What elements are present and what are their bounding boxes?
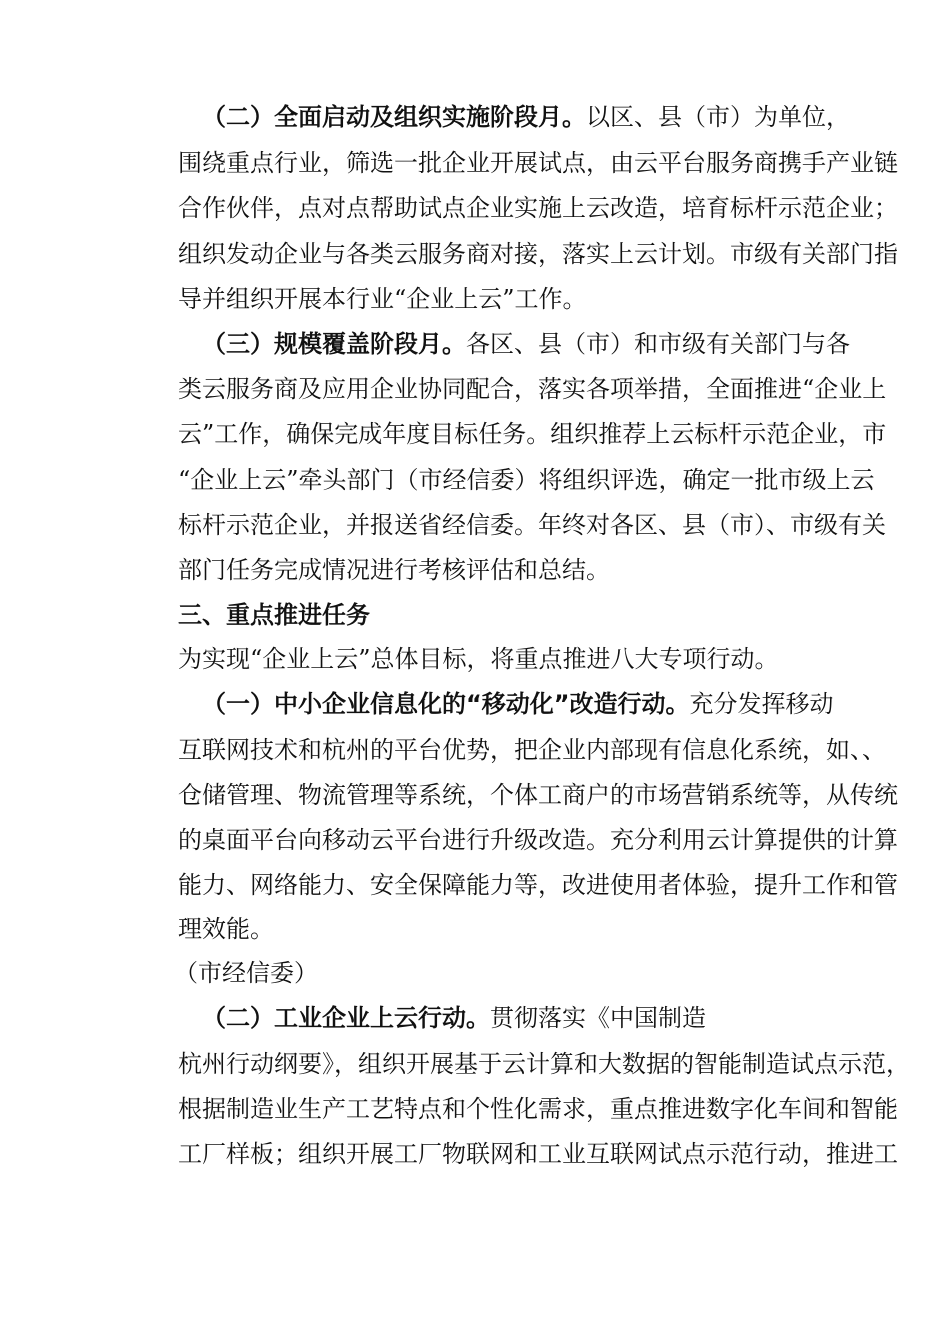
paragraph-line: “企业上云”牵头部门（市经信委）将组织评选，确定一批市级上云 bbox=[178, 466, 875, 494]
paragraph-line: 围绕重点行业，筛选一批企业开展试点，由云平台服务商携手产业链 bbox=[178, 149, 898, 177]
paragraph-line bbox=[202, 1002, 706, 1034]
paragraph-line: 导并组织开展本行业“企业上云”工作。 bbox=[178, 285, 587, 313]
paragraph-line: 部门任务完成情况进行考核评估和总结。 bbox=[178, 556, 610, 584]
paragraph-line: 云”工作，确保完成年度目标任务。组织推荐上云标杆示范企业，市 bbox=[178, 420, 887, 448]
paragraph-line: 理效能。 bbox=[178, 915, 274, 943]
paragraph-line: 互联网技术和杭州的平台优势，把企业内部现有信息化系统，如、、 bbox=[178, 736, 886, 764]
paragraph-line: 工厂样板；组织开展工厂物联网和工业互联网试点示范行动，推进工 bbox=[178, 1140, 898, 1168]
paragraph-line: 能力、网络能力、安全保障能力等，改进使用者体验，提升工作和管 bbox=[178, 871, 898, 899]
paragraph-text: 充分发挥移动 bbox=[689, 690, 834, 718]
paragraph-text: 各区、县（市）和市级有关部门与各 bbox=[466, 330, 850, 358]
paragraph-line: 根据制造业生产工艺特点和个性化需求，重点推进数字化车间和智能 bbox=[178, 1095, 898, 1123]
responsible-unit: （市经信委） bbox=[174, 959, 318, 987]
paragraph-line: 的桌面平台向移动云平台进行升级改造。充分利用云计算提供的计算 bbox=[178, 826, 898, 854]
paragraph-line: 杭州行动纲要》，组织开展基于云计算和大数据的智能制造试点示范， bbox=[178, 1050, 910, 1078]
paragraph-line bbox=[202, 101, 850, 133]
paragraph-line bbox=[202, 688, 834, 720]
paragraph-heading: （一）中小企业信息化的“移动化”改造行动。 bbox=[202, 690, 690, 718]
paragraph-heading: （三）规模覆盖阶段月。 bbox=[202, 330, 466, 358]
paragraph-text: 以区、县（市）为单位， bbox=[586, 103, 850, 131]
paragraph-line bbox=[202, 328, 850, 360]
paragraph-line: 标杆示范企业，并报送省经信委。年终对各区、县（市）、市级有关 bbox=[178, 511, 886, 539]
paragraph-heading: （二）工业企业上云行动。 bbox=[202, 1004, 490, 1032]
paragraph-line: 合作伙伴，点对点帮助试点企业实施上云改造，培育标杆示范企业； bbox=[178, 194, 898, 222]
paragraph-line: 仓储管理、物流管理等系统，个体工商户的市场营销系统等，从传统 bbox=[178, 781, 898, 809]
paragraph-line: 类云服务商及应用企业协同配合，落实各项举措，全面推进“企业上 bbox=[178, 375, 887, 403]
section-title: 三、重点推进任务 bbox=[178, 601, 370, 629]
paragraph-heading: （二）全面启动及组织实施阶段月。 bbox=[202, 103, 586, 131]
section-intro: 为实现“企业上云”总体目标，将重点推进八大专项行动。 bbox=[178, 645, 779, 673]
paragraph-line: 组织发动企业与各类云服务商对接，落实上云计划。市级有关部门指 bbox=[178, 240, 898, 268]
paragraph-text: 贯彻落实《中国制造 bbox=[490, 1004, 706, 1032]
